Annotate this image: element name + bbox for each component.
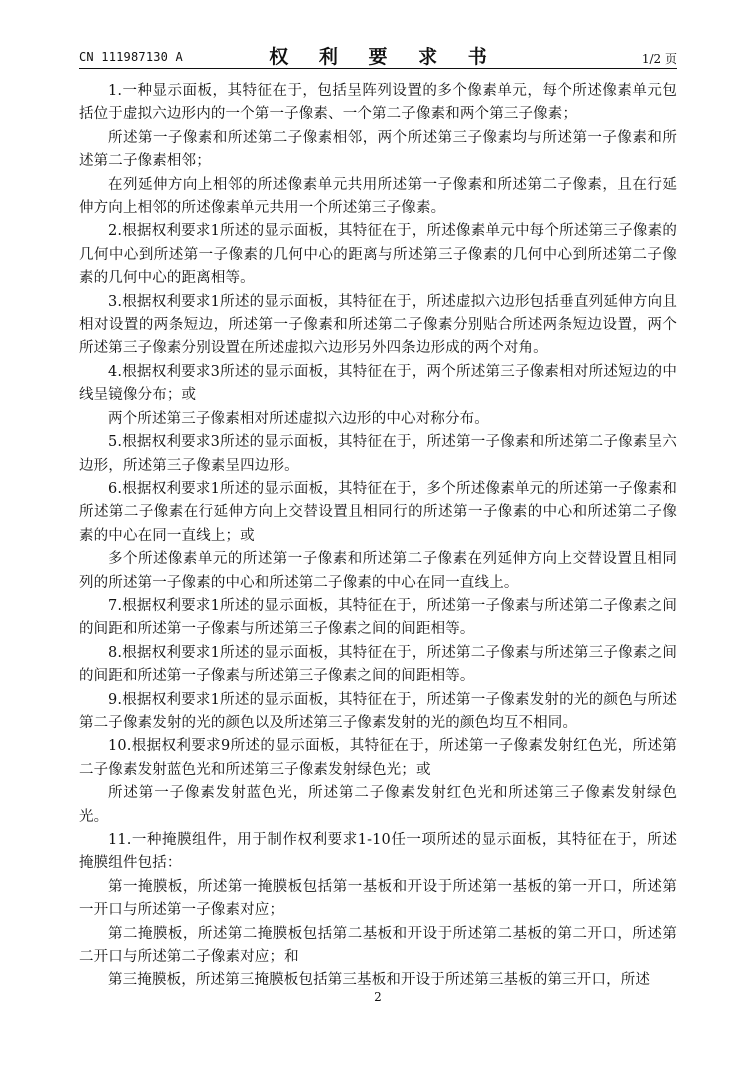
page-indicator: 1/2 页 bbox=[641, 52, 677, 66]
claim-paragraph: 2.根据权利要求1所述的显示面板，其特征在于，所述像素单元中每个所述第三子像素的几何中心到所述第一子像素的几何中心的距离与所述第三子像素的几何中心到所述第二子像素的几何中心的距离相等。 bbox=[79, 223, 677, 287]
document-title: 权 利 要 求 书 bbox=[269, 46, 499, 68]
claim-paragraph: 10.根据权利要求9所述的显示面板，其特征在于，所述第一子像素发射红色光，所述第二子像素发射蓝色光和所述第三子像素发射绿色光；或 bbox=[79, 738, 677, 778]
page-number: 2 bbox=[374, 990, 382, 1004]
claim-paragraph: 7.根据权利要求1所述的显示面板，其特征在于，所述第一子像素与所述第二子像素之间的间距和所述第一子像素与所述第三子像素之间的间距相等。 bbox=[79, 597, 677, 638]
claim-paragraph: 3.根据权利要求1所述的显示面板，其特征在于，所述虚拟六边形包括垂直列延伸方向且相对设置的两条短边，所述第一子像素和所述第二子像素分别贴合所述两条短边设置，两个所述第三子像素分别设置在所述虚拟六边形另外四条边形成的两个对角。 bbox=[79, 293, 677, 357]
claim-paragraph: 6.根据权利要求1所述的显示面板，其特征在于，多个所述像素单元的所述第一子像素和所述第二子像素在行延伸方向上交替设置且相同行的所述第一子像素的中心和所述第二子像素的中心在同一直线上；或 bbox=[79, 480, 677, 544]
claim-paragraph: 9.根据权利要求1所述的显示面板，其特征在于，所述第一子像素发射的光的颜色与所述第二子像素发射的光的颜色以及所述第三子像素发射的光的颜色均互不相同。 bbox=[79, 691, 677, 731]
claim-paragraph: 第三掩膜板，所述第三掩膜板包括第三基板和开设于所述第三基板的第三开口，所述 bbox=[108, 972, 651, 989]
claims-body bbox=[79, 80, 677, 993]
page-header bbox=[79, 40, 677, 68]
publication-number: CN 111987130 A bbox=[79, 50, 183, 64]
claim-paragraph: 1.一种显示面板，其特征在于，包括呈阵列设置的多个像素单元，每个所述像素单元包括位于虚拟六边形内的一个第一子像素、一个第二子像素和两个第三子像素； bbox=[79, 83, 677, 123]
claim-paragraph: 多个所述像素单元的所述第一子像素和所述第二子像素在列延伸方向上交替设置且相同列的所述第一子像素的中心和所述第二子像素的中心在同一直线上。 bbox=[79, 551, 677, 591]
claim-paragraph: 所述第一子像素和所述第二子像素相邻，两个所述第三子像素均与所述第一子像素和所述第二子像素相邻； bbox=[79, 129, 677, 170]
claim-paragraph: 4.根据权利要求3所述的显示面板，其特征在于，两个所述第三子像素相对所述短边的中线呈镜像分布；或 bbox=[79, 363, 677, 404]
claim-paragraph: 两个所述第三子像素相对所述虚拟六边形的中心对称分布。 bbox=[108, 410, 489, 427]
header-divider bbox=[79, 68, 677, 69]
claim-paragraph: 所述第一子像素发射蓝色光，所述第二子像素发射红色光和所述第三子像素发射绿色光。 bbox=[79, 785, 677, 825]
claim-paragraph: 在列延伸方向上相邻的所述像素单元共用所述第一子像素和所述第二子像素，且在行延伸方向上相邻的所述像素单元共用一个所述第三子像素。 bbox=[79, 176, 677, 217]
claim-paragraph: 11.一种掩膜组件，用于制作权利要求1-10任一项所述的显示面板，其特征在于，所述掩膜组件包括： bbox=[79, 832, 677, 872]
claim-paragraph: 第二掩膜板，所述第二掩膜板包括第二基板和开设于所述第二基板的第二开口，所述第二开口与所述第二子像素对应；和 bbox=[79, 925, 677, 966]
claim-paragraph: 5.根据权利要求3所述的显示面板，其特征在于，所述第一子像素和所述第二子像素呈六边形，所述第三子像素呈四边形。 bbox=[79, 434, 677, 474]
claim-paragraph: 8.根据权利要求1所述的显示面板，其特征在于，所述第二子像素与所述第三子像素之间的间距和所述第一子像素与所述第三子像素之间的间距相等。 bbox=[79, 644, 677, 685]
claim-paragraph: 第一掩膜板，所述第一掩膜板包括第一基板和开设于所述第一基板的第一开口，所述第一开口与所述第一子像素对应； bbox=[79, 878, 677, 919]
